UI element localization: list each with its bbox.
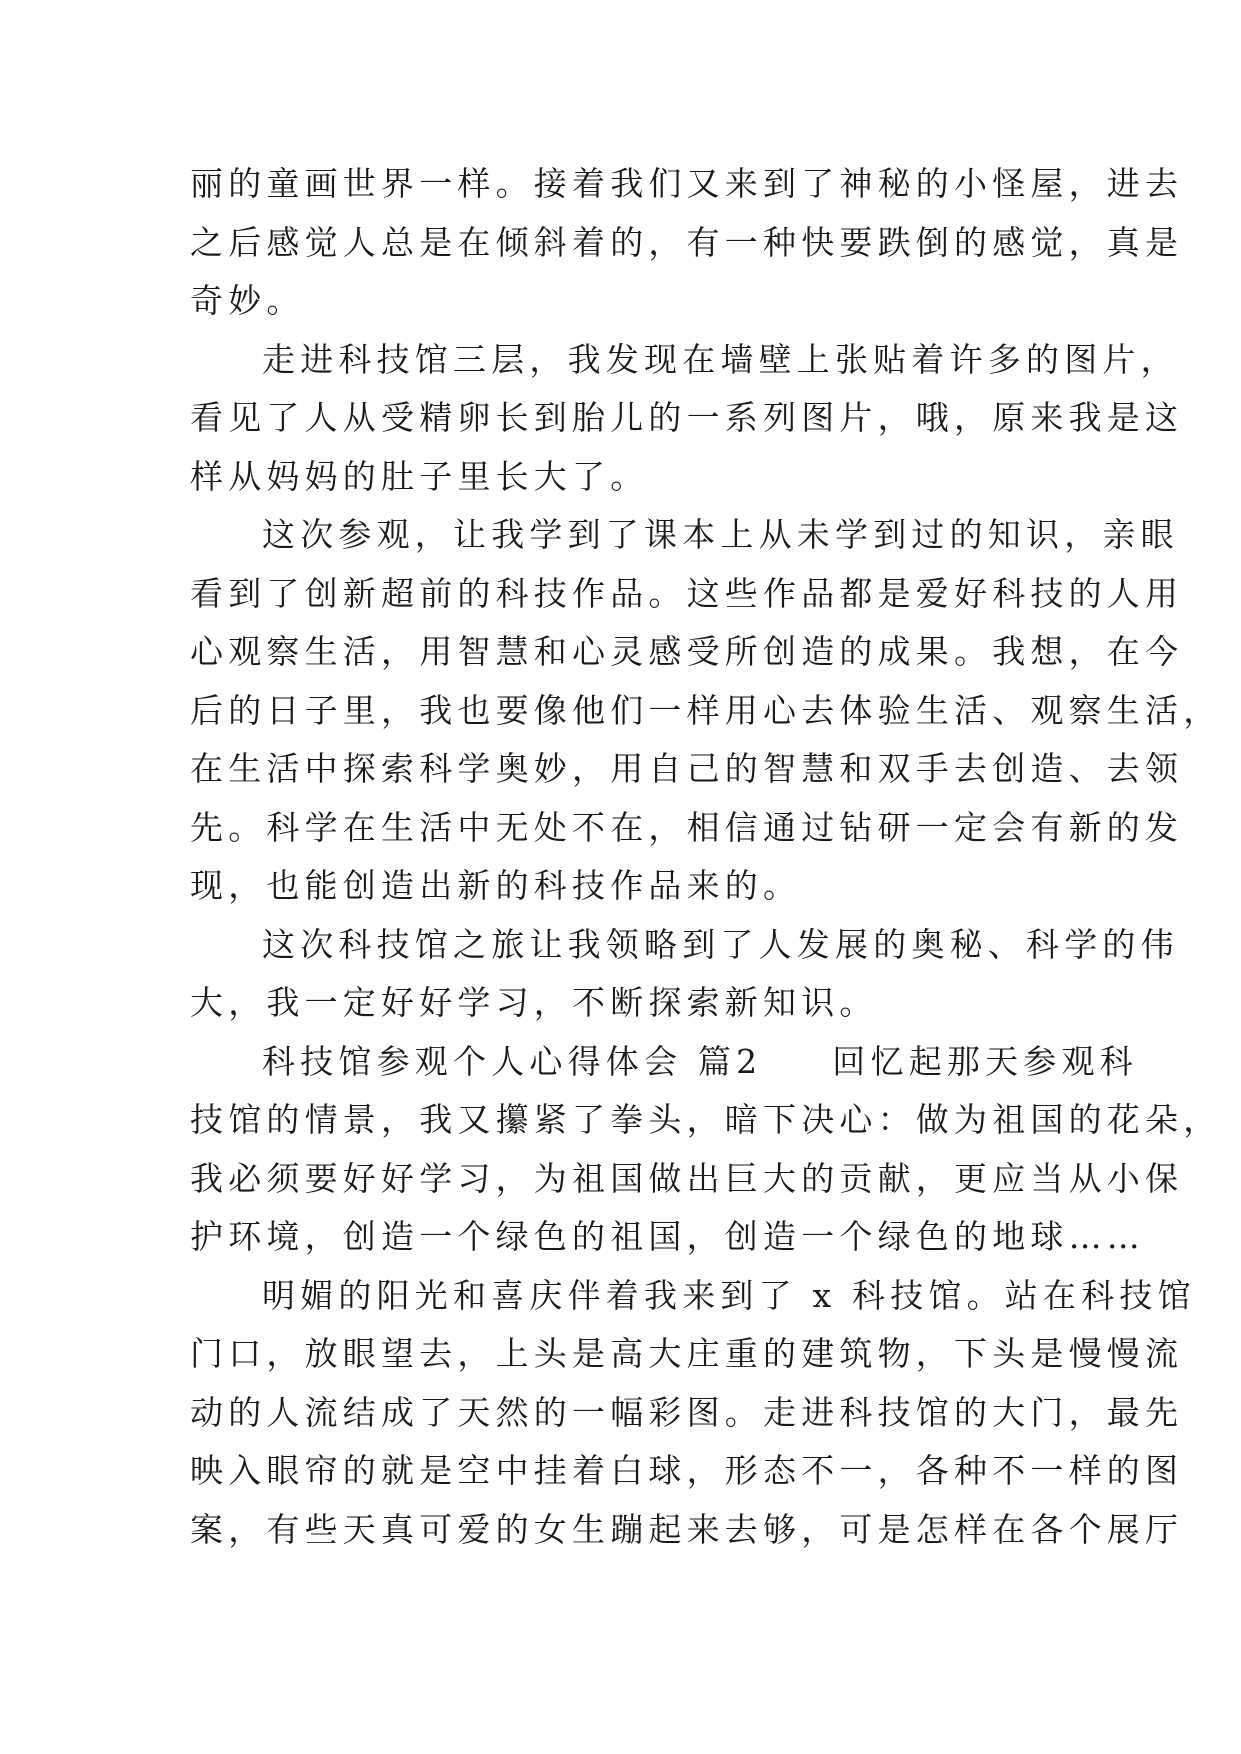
- text-line: 动的人流结成了天然的一幅彩图。走进科技馆的大门，最先: [190, 1392, 1184, 1432]
- text-line: 这次科技馆之旅让我领略到了人发展的奥秘、科学的伟: [262, 924, 1179, 964]
- text-line: 案，有些天真可爱的女生蹦起来去够，可是怎样在各个展厅: [190, 1509, 1184, 1549]
- text-line: 看到了创新超前的科技作品。这些作品都是爱好科技的人用: [190, 573, 1184, 613]
- text-line: 技馆的情景，我又攥紧了拳头，暗下决心：做为祖国的花朵，: [190, 1100, 1222, 1139]
- text-line: 奇妙。: [190, 281, 305, 320]
- text-line: 明媚的阳光和喜庆伴着我来到了 x 科技馆。站在科技馆: [262, 1275, 1196, 1315]
- text-line: 护环境，创造一个绿色的祖国，创造一个绿色的地球……: [190, 1217, 1145, 1256]
- text-line: 样从妈妈的肚子里长大了。: [190, 456, 649, 496]
- text-line: 门口，放眼望去，上头是高大庄重的建筑物，下头是慢慢流: [190, 1334, 1184, 1373]
- section-heading-line: [190, 1033, 1138, 1092]
- text-line: 后的日子里，我也要像他们一样用心去体验生活、观察生活，: [190, 690, 1222, 730]
- text-line: 心观察生活，用智慧和心灵感受所创造的成果。我想，在今: [190, 632, 1184, 671]
- text-line: 先。科学在生活中无处不在，相信通过钻研一定会有新的发: [190, 807, 1184, 847]
- text-line: 这次参观，让我学到了课本上从未学到过的知识，亲眼: [262, 515, 1179, 554]
- text-line: 丽的童画世界一样。接着我们又来到了神秘的小怪屋，进去: [190, 164, 1184, 203]
- text-line: 之后感觉人总是在倾斜着的，有一种快要跌倒的感觉，真是: [190, 222, 1184, 262]
- text-line: 回忆起那天参观科: [832, 1041, 1138, 1081]
- text-line: 我必须要好好学习，为祖国做出巨大的贡献，更应当从小保: [190, 1158, 1184, 1198]
- text-line: 看见了人从受精卵长到胎儿的一系列图片，哦，原来我是这: [190, 398, 1184, 437]
- document-body: [190, 155, 1222, 1559]
- section-heading: 科技馆参观个人心得体会 篇2: [262, 1041, 763, 1081]
- text-line: 映入眼帘的就是空中挂着白球，形态不一，各种不一样的图: [190, 1451, 1184, 1490]
- text-line: 走进科技馆三层，我发现在墙壁上张贴着许多的图片，: [262, 339, 1179, 379]
- text-line: 大，我一定好好学习，不断探索新知识。: [190, 983, 878, 1022]
- text-line: 现，也能创造出新的科技作品来的。: [190, 866, 802, 905]
- text-line: 在生活中探索科学奥妙，用自己的智慧和双手去创造、去领: [190, 749, 1184, 788]
